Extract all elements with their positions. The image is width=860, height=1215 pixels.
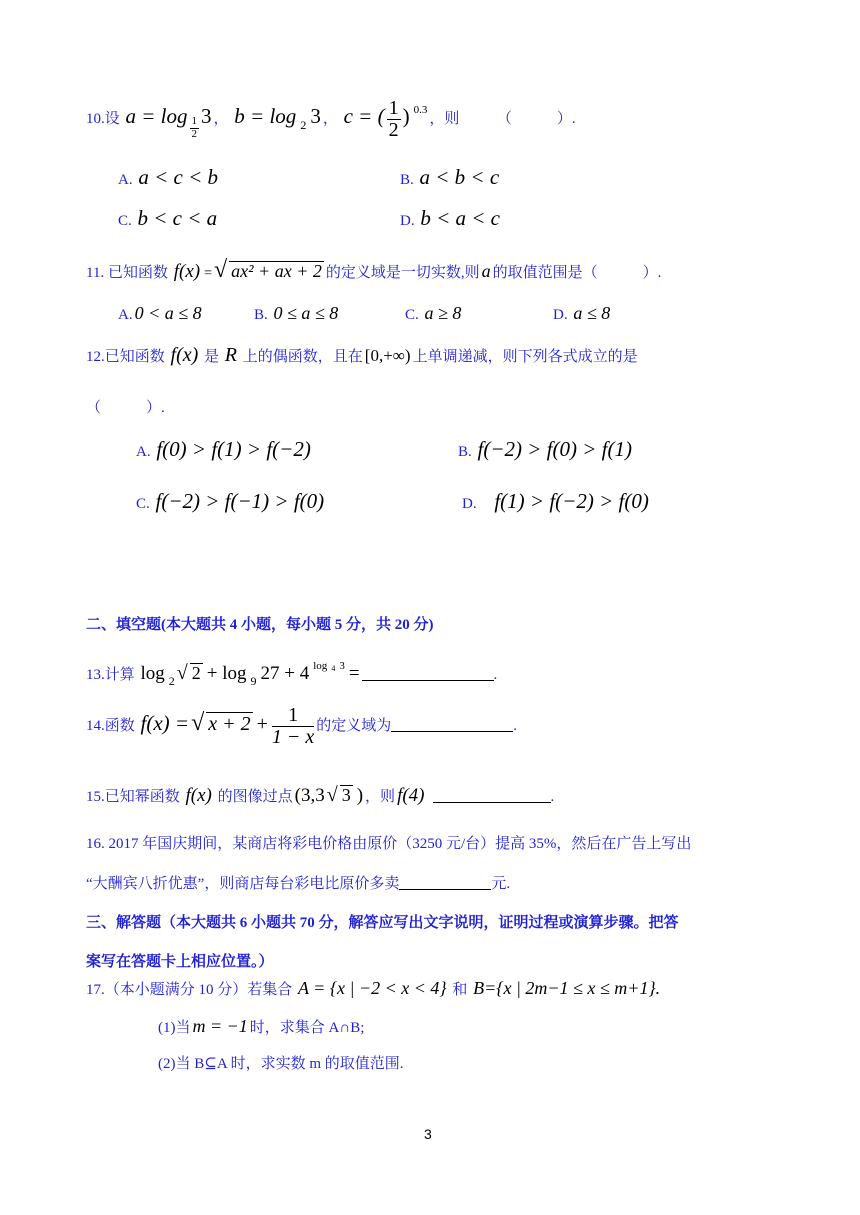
q11-option-a: A. 0 < a ≤ 8 (118, 303, 202, 323)
q10-c-expr: c = ( (343, 103, 385, 128)
q10-option-c: C. b < c < a (118, 206, 218, 230)
q15-answer-blank[interactable] (433, 786, 551, 803)
section3-heading-line1: 三、解答题（本大题共 6 小题共 70 分，解答应写出文字说明，证明过程或演算步骤。把答 (86, 915, 679, 931)
q14-stem: 14.函数 f(x) =√ x + 2 + $\frac{1}{1 - x}$ 的定义域为 . (86, 704, 518, 748)
section2-heading: 二、填空题(本大题共 4 小题，每小题 5 分，共 20 分) (86, 617, 434, 633)
q12-option-a: A. f(0) > f(1) > f(−2) (136, 437, 311, 461)
page-number: 3 (424, 1126, 432, 1142)
q12-option-d: D. f(1) > f(−2) > f(0) (462, 489, 649, 513)
q12-stem: 12.已知函数 f(x) 是 R 上的偶函数，且在 [0,+∞) 上单调递减，则下列各式成立的是 (86, 344, 638, 366)
q10-a-base: $\frac{1}{2}$ (191, 115, 198, 140)
q10-tail: ，则 （ ）. (429, 110, 576, 127)
q12-option-c: C. f(−2) > f(−1) > f(0) (136, 489, 325, 513)
q11-stem: 11. 已知函数 f(x) =√ ax² + ax + 2 的定义域是一切实数,则 a 的取值范围是（ ）. (86, 257, 662, 283)
q10-option-d: D. b < a < c (400, 206, 501, 230)
q10-option-b: B. a < b < c (400, 165, 500, 189)
q14-answer-blank[interactable] (391, 715, 513, 732)
q10-number: 10. (86, 110, 105, 127)
q13-stem: 13.计算 log $_2$ √ 2 + log $_9$ 27 + 4 $^{log}$ $^4$ $^3$ = . (86, 660, 498, 688)
q15-stem: 15.已知幂函数 f(x) 的图像过点 (3,3 √ 3 ) ，则 f(4) . (86, 784, 555, 806)
q10-option-a: A. a < c < b (118, 165, 219, 189)
q11-option-b: B. 0 ≤ a ≤ 8 (254, 303, 339, 323)
q13-answer-blank[interactable] (362, 664, 494, 681)
q16-answer-blank[interactable] (399, 873, 491, 890)
q10-b-expr: b = log (234, 103, 297, 128)
q12-line2: （ ）. (86, 400, 165, 416)
q16-line2: “大酬宾八折优惠”，则商店每台彩电比原价多卖 元. (86, 872, 510, 893)
q10-c-frac: $\frac{1}{2}$ (388, 97, 399, 141)
q11-option-d: D. a ≤ 8 (553, 303, 611, 323)
q12-option-b: B. f(−2) > f(0) > f(1) (458, 437, 632, 461)
q10-a-expr: a = log (125, 103, 188, 128)
q14-fraction: $\frac{1}{1 - x}$ (271, 704, 315, 748)
q17-stem: 17.（本小题满分 10 分）若集合 A = {x | −2 < x < 4} 和 B={x | 2m−1 ≤ x ≤ m+1}. (86, 978, 661, 998)
q10-stem: 10.设 a = log $\frac{1}{2}$ 3 ， b = log $_2$ 3 ， c = ( $\frac{1}{2}$ ) $^{0.3}$，则 （ ）. (86, 97, 576, 141)
q11-radicand: ax² + ax + 2 (231, 261, 322, 281)
q16-line1: 16. 2017 年国庆期间，某商店将彩电价格由原价（3250 元/台）提高 35%，然后在广告上写出 (86, 836, 692, 852)
q17-part1: (1)当 m = −1 时，求集合 A∩B; (158, 1016, 365, 1036)
section3-heading-line2: 案写在答题卡上相应位置。） (86, 954, 274, 970)
q10-lead: 设 (104, 110, 120, 127)
q17-part2: (2)当 B⊆A 时，求实数 m 的取值范围. (158, 1056, 404, 1072)
q11-option-c: C. a ≥ 8 (405, 303, 462, 323)
